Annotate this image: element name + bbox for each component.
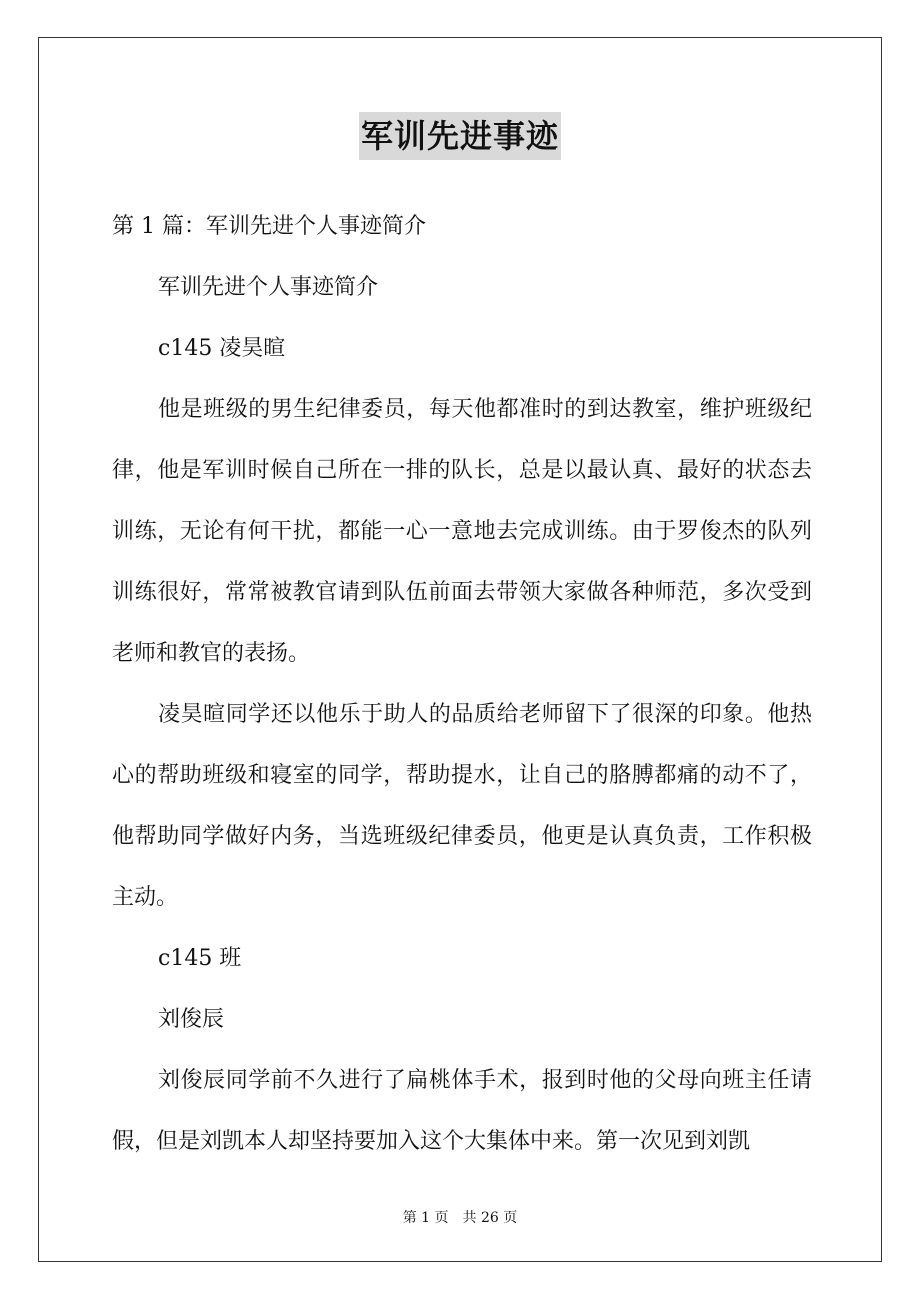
paragraph: c145 班 — [158, 946, 242, 971]
page-footer: 第 1 页 共 26 页 — [402, 1210, 518, 1226]
paragraph: 凌昊暄同学还以他乐于助人的品质给老师留下了很深的印象。他热心的帮助班级和寝室的同学，帮助提水，让自己的胳膊都痛的动不了，他帮助同学做好内务，当选班级纪律委员，他更是认真负责，工作积极主动。 — [112, 702, 812, 910]
document-title: 军训先进事迹 — [359, 112, 561, 160]
paragraph: 刘俊辰 — [158, 1007, 225, 1032]
title-wrap — [0, 112, 920, 160]
document-body — [112, 196, 812, 1172]
paragraph: 刘俊辰同学前不久进行了扁桃体手术，报到时他的父母向班主任请假，但是刘凯本人却坚持要加入这个大集体中来。第一次见到刘凯 — [112, 1068, 812, 1154]
paragraph: c145 凌昊暄 — [158, 336, 286, 361]
section-heading: 第 1 篇：军训先进个人事迹简介 — [112, 214, 426, 239]
paragraph: 他是班级的男生纪律委员，每天他都准时的到达教室，维护班级纪律，他是军训时候自己所在一排的队长，总是以最认真、最好的状态去训练，无论有何干扰，都能一心一意地去完成训练。由于罗俊杰的队列训练很好，常常被教官请到队伍前面去带领大家做各种师范，多次受到老师和教官的表扬。 — [112, 397, 812, 666]
paragraph: 军训先进个人事迹简介 — [158, 275, 379, 300]
